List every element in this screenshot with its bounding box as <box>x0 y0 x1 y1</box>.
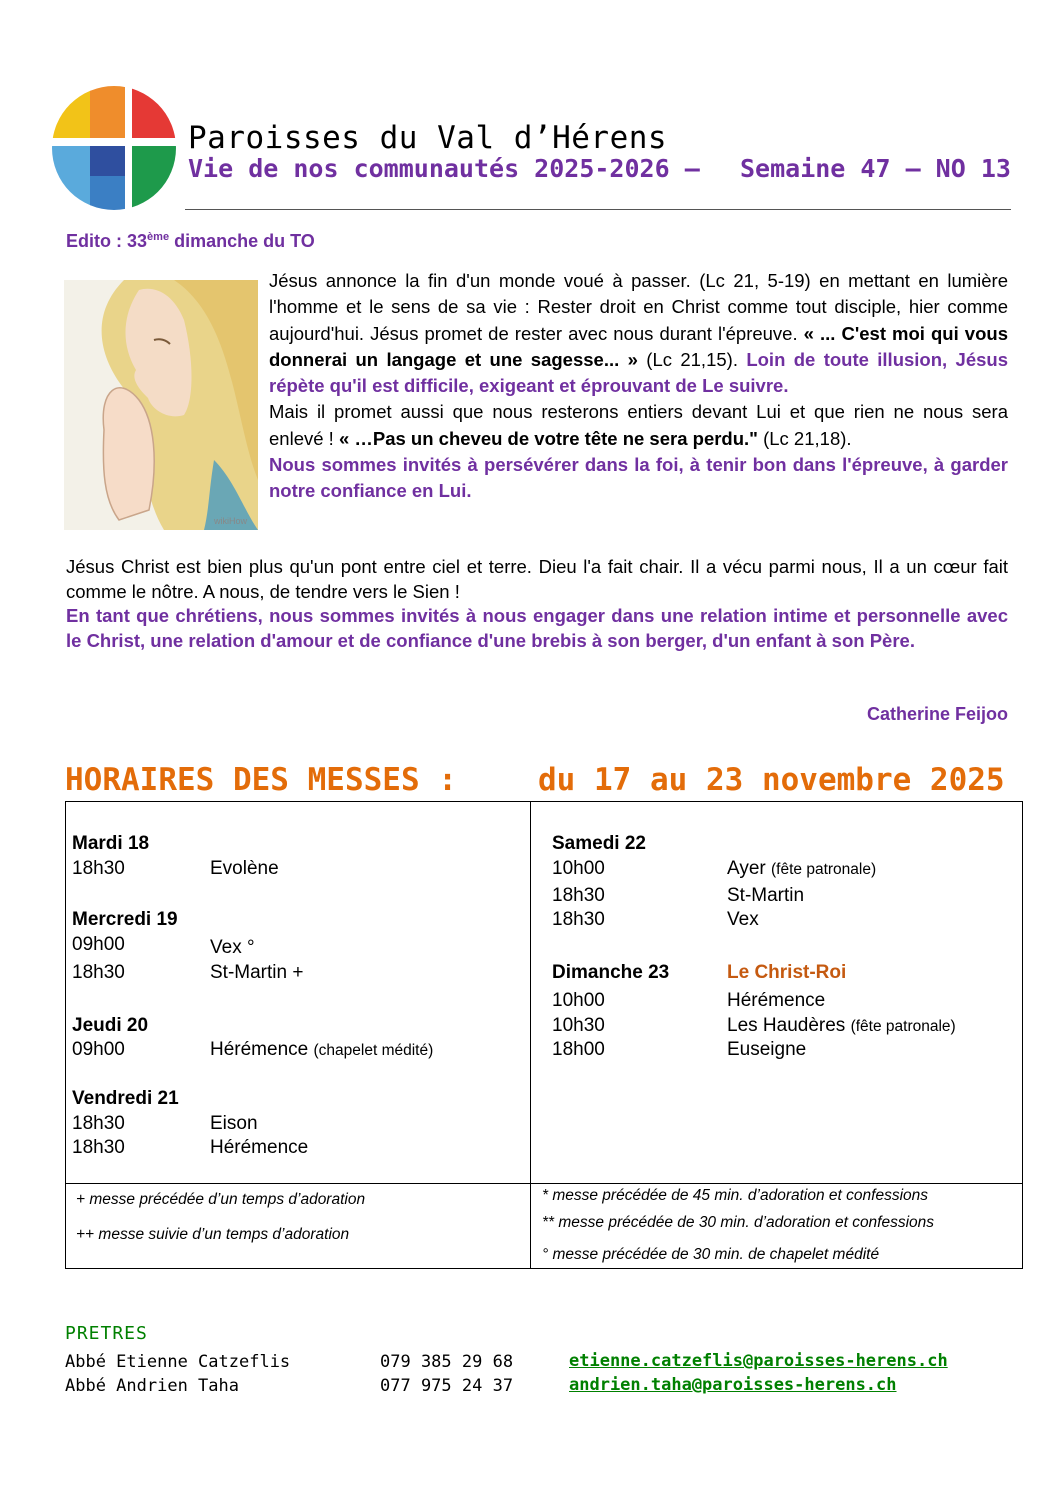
priest-name: Abbé Andrien Taha <box>65 1376 239 1396</box>
mass-schedule-title: HORAIRES DES MESSES : <box>65 762 457 798</box>
image-watermark: wikiHow <box>214 516 248 526</box>
header-divider <box>185 209 1011 210</box>
mass-place: Eison <box>210 1113 258 1134</box>
p1-quote-2: « …Pas un cheveu de votre tête ne sera perdu." <box>338 427 758 449</box>
legend-note: ** messe précédée de 30 min. d’adoration et confessions <box>542 1214 935 1231</box>
legend-note: * messe précédée de 45 min. d’adoration et confessions <box>542 1187 929 1204</box>
p1-ref: (Lc 21,15). <box>637 348 747 370</box>
mass-place: Evolène <box>210 858 279 879</box>
day-label: Jeudi 20 <box>72 1015 149 1036</box>
legend-note: ° messe précédée de 30 min. de chapelet médité <box>542 1246 880 1263</box>
mass-note: (fête patronale) <box>771 861 877 878</box>
mass-time: 18h30 <box>552 885 605 906</box>
p2-text: Jésus Christ est bien plus qu'un pont entre ciel et terre. Dieu l'a fait chair. Il a vécu parmi nous, Il a un cœur fait comme le nôtre. A nous, de tendre vers le Sien ! <box>66 556 1008 602</box>
edito-signature: Catherine Feijoo <box>866 704 1008 724</box>
legend-note: ++ messe suivie d’un temps d’adoration <box>76 1226 350 1243</box>
day-label: Mercredi 19 <box>72 909 178 930</box>
mass-time: 18h00 <box>552 1039 605 1060</box>
priest-phone[interactable]: 077 975 24 37 <box>380 1376 514 1396</box>
day-label: Dimanche 23 <box>552 962 670 983</box>
mass-time: 18h30 <box>72 858 125 879</box>
day-label: Samedi 22 <box>552 833 646 854</box>
header-title: Paroisses du Val d’Hérens <box>188 120 668 156</box>
mass-place <box>727 1015 956 1037</box>
p1-quote: « ... C'est moi qui vous donnerai un langage et une sagesse... » <box>269 322 1008 370</box>
mass-time: 10h30 <box>552 1015 605 1036</box>
priests-heading: PRETRES <box>65 1323 148 1344</box>
edito-title: dimanche du TO <box>174 231 315 251</box>
p1-emphasis-2: Nous sommes invités à persévérer dans la foi, à tenir bon dans l'épreuve, à garder notre confiance en Lui. <box>269 454 1008 502</box>
mass-time: 10h00 <box>552 990 605 1011</box>
edito-paragraph-1 <box>269 268 1008 505</box>
mass-place: Hérémence <box>210 1137 309 1158</box>
feast-label: Le Christ-Roi <box>727 962 847 983</box>
mass-place <box>727 858 876 880</box>
mass-schedule-dates: du 17 au 23 novembre 2025 <box>538 762 1005 798</box>
mass-place: St-Martin <box>727 885 805 906</box>
priest-email-link[interactable]: etienne.catzeflis@paroisses-herens.ch <box>569 1351 948 1371</box>
mass-place-name: Les Haudères <box>727 1015 846 1036</box>
table-notes-divider <box>65 1183 1023 1184</box>
p2-emphasis: En tant que chrétiens, nous sommes invités à nous engager dans une relation intime et personnelle avec le Christ, une relation d'amour et de confiance d'une brebis à son berger, d'un enfant à son Père. <box>66 605 1008 651</box>
p1-emphasis: Loin de toute illusion, Jésus répète qu'il est difficile, exigeant et éprouvant de Le suivre. <box>269 348 1008 397</box>
prayer-illustration <box>64 280 258 530</box>
edito-paragraph-2 <box>66 555 1008 653</box>
mass-place: Euseigne <box>727 1039 807 1060</box>
header-subtitle: Vie de nos communautés 2025-2026 – <box>188 154 700 183</box>
day-label: Mardi 18 <box>72 833 150 854</box>
mass-time: 09h00 <box>72 934 125 955</box>
mass-time: 18h30 <box>72 1137 125 1158</box>
parish-logo <box>50 84 178 212</box>
mass-place-name: Hérémence <box>210 1039 309 1060</box>
priest-phone[interactable]: 079 385 29 68 <box>380 1352 514 1372</box>
table-column-divider <box>530 801 531 1269</box>
mass-place: Vex <box>727 909 759 930</box>
p1-text: Jésus annonce la fin d'un monde voué à passer. (Lc 21, 5-19) en mettant en lumière l'homme et le sens de sa vie : Rester droit en Christ comme tout disciple, hier comme aujourd'hui. Jésus promet de rester avec nous durant l'épreuve. <box>269 270 1008 344</box>
mass-time: 09h00 <box>72 1039 125 1060</box>
mass-note: (chapelet médité) <box>313 1042 434 1059</box>
mass-place: Hérémence <box>727 990 826 1011</box>
mass-place <box>210 1039 433 1061</box>
p1-ref-2: (Lc 21,18). <box>757 427 852 449</box>
edito-label: Edito : <box>66 231 122 251</box>
mass-place: St-Martin + <box>210 962 304 983</box>
legend-note: + messe précédée d’un temps d’adoration <box>76 1191 366 1208</box>
p1-text-b: Mais il promet aussi que nous resterons entiers devant Lui et que rien ne nous sera enlevé ! <box>269 401 1008 449</box>
edito-number: 33 <box>127 231 148 251</box>
mass-time: 18h30 <box>72 1113 125 1134</box>
mass-time: 10h00 <box>552 858 605 879</box>
priest-name: Abbé Etienne Catzeflis <box>65 1352 291 1372</box>
mass-place: Vex ° <box>210 937 255 958</box>
day-label: Vendredi 21 <box>72 1088 179 1109</box>
mass-note: (fête patronale) <box>850 1018 956 1035</box>
edito-sup: ème <box>147 231 170 243</box>
mass-time: 18h30 <box>72 962 125 983</box>
edito-heading <box>66 231 315 252</box>
mass-time: 18h30 <box>552 909 605 930</box>
priest-email-link[interactable]: andrien.taha@paroisses-herens.ch <box>569 1375 897 1395</box>
mass-place-name: Ayer <box>727 858 766 879</box>
header-issue: Semaine 47 – NO 13 <box>740 154 1011 183</box>
